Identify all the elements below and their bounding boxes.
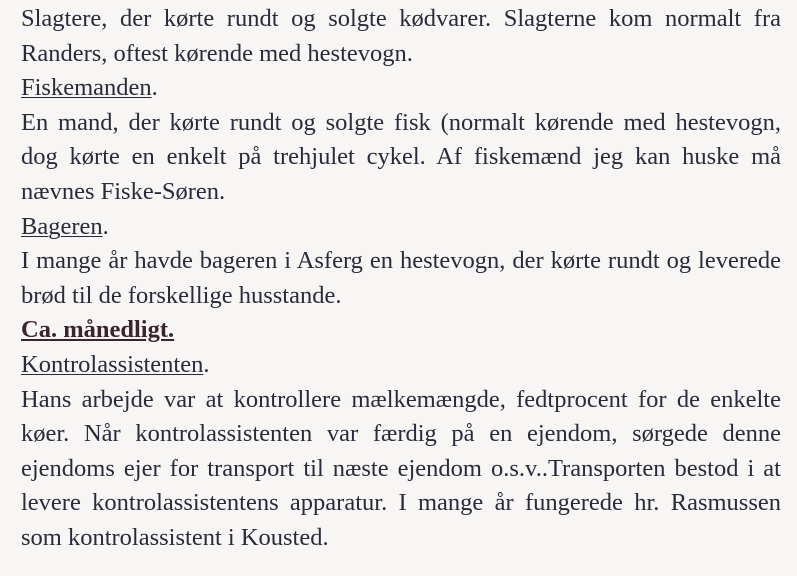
fiskemanden-heading: Fiskemanden xyxy=(21,74,152,102)
bageren-heading-period: . xyxy=(102,212,109,240)
bageren-heading: Bageren xyxy=(21,212,103,240)
kontrol-heading-line xyxy=(21,348,781,383)
bageren-heading-line xyxy=(21,210,781,245)
kontrolassistenten-heading: Kontrolassistenten xyxy=(21,350,204,378)
kontrolassistenten-heading-period: . xyxy=(203,350,210,378)
fiskemanden-heading-line xyxy=(21,71,781,106)
bageren-paragraph: I mange år havde bageren i Asferg en hestevogn, der kørte rundt og leverede brød til de forskellige husstande. xyxy=(21,247,781,309)
slagtere-paragraph: Slagtere, der kørte rundt og solgte kødvarer. Slagterne kom normalt fra Randers, oftest kørende med hestevogn. xyxy=(21,5,781,67)
maanedligt-heading-line xyxy=(21,313,781,348)
maanedligt-heading: Ca. månedligt. xyxy=(21,316,175,344)
fiskemanden-paragraph: En mand, der kørte rundt og solgte fisk (normalt kørende med hestevogn, dog kørte en enkelt på trehjulet cykel. Af fiskemænd jeg kan huske må nævnes Fiske-Søren. xyxy=(21,108,781,205)
kontrolassistenten-paragraph: Hans arbejde var at kontrollere mælkemængde, fedtprocent for de enkelte køer. Når kontrolassistenten var færdig på en ejendom, sørgede denne ejendoms ejer for transport til næste ejendom o.s.v..Transporten bestod i at levere kontrolassistentens apparatur. I mange år fungerede hr. Rasmussen som kontrolassistent i Kousted. xyxy=(21,385,781,551)
fiskemanden-heading-period: . xyxy=(151,74,158,102)
